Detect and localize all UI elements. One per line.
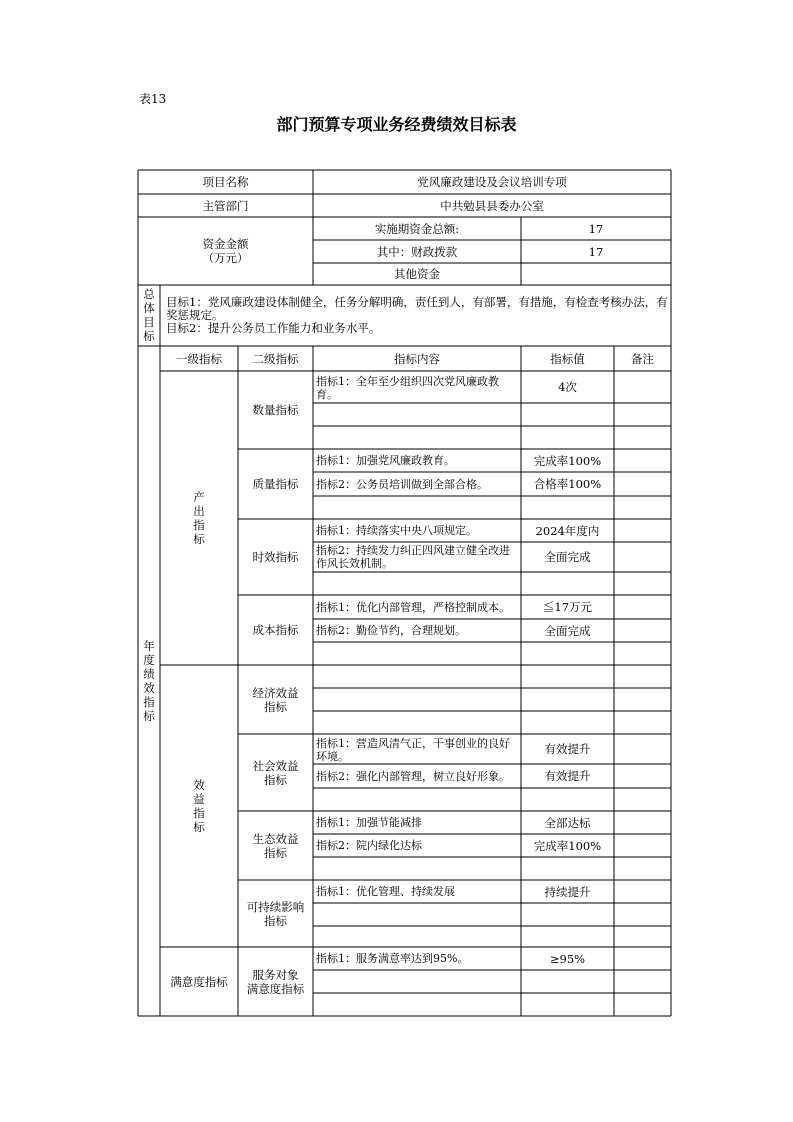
fiscal-funds-value: 17 <box>588 244 604 259</box>
cost-indicator-label: 成本指标 <box>252 623 299 637</box>
timeliness-value-2: 全面完成 <box>544 550 591 564</box>
satisfaction-indicators-label: 满意度指标 <box>170 974 228 989</box>
header-level2: 二级指标 <box>252 351 299 366</box>
other-funds-label: 其他资金 <box>394 267 440 281</box>
quality-indicator-2: 指标2：公务员培训做到全部合格。 <box>316 477 488 491</box>
ecological-indicator-label: 生态效益 指标 <box>252 831 299 860</box>
sustainable-value-1: 持续提升 <box>544 884 591 899</box>
quality-indicator-1: 指标1：加强党风廉政教育。 <box>316 454 455 467</box>
total-funds-value: 17 <box>588 221 604 236</box>
header-level1: 一级指标 <box>176 351 222 366</box>
ecological-value-2: 完成率100% <box>533 838 602 853</box>
service-satisfaction-indicator-1: 指标1：服务满意率达到95%。 <box>316 952 469 965</box>
quantity-indicator-label: 数量指标 <box>252 403 299 417</box>
ecological-indicator-1: 指标1：加强节能减排 <box>316 816 422 829</box>
project-name-label: 项目名称 <box>202 175 249 189</box>
header-value: 指标值 <box>550 351 585 366</box>
ecological-indicator-2: 指标2：院内绿化达标 <box>316 839 422 852</box>
quality-value-2: 合格率100% <box>533 477 602 491</box>
service-satisfaction-value-1: ≥95% <box>549 951 586 966</box>
cost-value-2: 全面完成 <box>544 623 591 638</box>
total-funds-label: 实施期资金总额: <box>374 221 460 236</box>
dept-label: 主管部门 <box>202 198 249 213</box>
cost-indicator-2: 指标2：勤俭节约，合理规划。 <box>316 624 466 637</box>
ecological-value-1: 全部达标 <box>544 815 591 830</box>
cost-indicator-1: 指标1：优化内部管理，严格控制成本。 <box>316 600 510 614</box>
timeliness-indicator-label: 时效指标 <box>252 550 299 564</box>
output-indicators-label: 产 出 指 标 <box>193 490 205 546</box>
social-indicator-label: 社会效益 指标 <box>252 758 299 787</box>
service-satisfaction-label: 服务对象 满意度指标 <box>246 967 305 996</box>
fiscal-funds-label: 其中：财政拨款 <box>376 244 458 259</box>
sustainable-indicator-label: 可持续影响 指标 <box>246 899 305 928</box>
funds-label: 资金金额 （万元） <box>202 237 249 265</box>
table-number: 表13 <box>139 92 167 106</box>
other-funds-value <box>521 263 671 285</box>
social-value-1: 有效提升 <box>544 742 591 756</box>
page-title: 部门预算专项业务经费绩效目标表 <box>276 115 517 134</box>
quality-indicator-label: 质量指标 <box>252 477 299 491</box>
timeliness-indicator-2: 指标2：持续发力纠正四风建立健全改进作风长效机制。 <box>316 544 510 570</box>
dept-value: 中共勉县县委办公室 <box>440 198 544 213</box>
quality-value-1: 完成率100% <box>533 453 602 468</box>
annual-indicators-label: 年 度 绩 效 指 标 <box>143 639 155 723</box>
social-value-2: 有效提升 <box>544 769 591 783</box>
effect-indicators-label: 效 益 指 标 <box>193 778 205 834</box>
quantity-indicator-1: 指标1：全年至少组织四次党风廉政教育。 <box>316 375 499 401</box>
goal-2: 目标2：提升公务员工作能力和业务水平。 <box>166 321 381 335</box>
goal-1: 目标1：党风廉政建设体制健全，任务分解明确，责任到人，有部署，有措施，有检查考核办法，有奖惩规定。 <box>166 295 668 322</box>
social-indicator-2: 指标2：强化内部管理，树立良好形象。 <box>316 769 510 783</box>
cost-value-1: ≦17万元 <box>542 600 593 614</box>
project-name-value: 党风廉政建设及会议培训专项 <box>417 175 567 189</box>
social-indicator-1: 指标1：营造风清气正，干事创业的良好环境。 <box>316 737 510 763</box>
overall-goals-label: 总 体 目 标 <box>143 287 155 343</box>
economic-indicator-label: 经济效益 指标 <box>252 685 299 714</box>
timeliness-indicator-1: 指标1：持续落实中央八项规定。 <box>316 524 477 537</box>
sustainable-indicator-1: 指标1：优化管理、持续发展 <box>316 885 455 898</box>
header-content: 指标内容 <box>394 351 440 366</box>
quantity-value-1: 4次 <box>558 380 577 394</box>
header-note: 备注 <box>631 351 654 366</box>
overall-goals-text <box>166 296 668 335</box>
timeliness-value-1: 2024年度内 <box>535 523 600 538</box>
